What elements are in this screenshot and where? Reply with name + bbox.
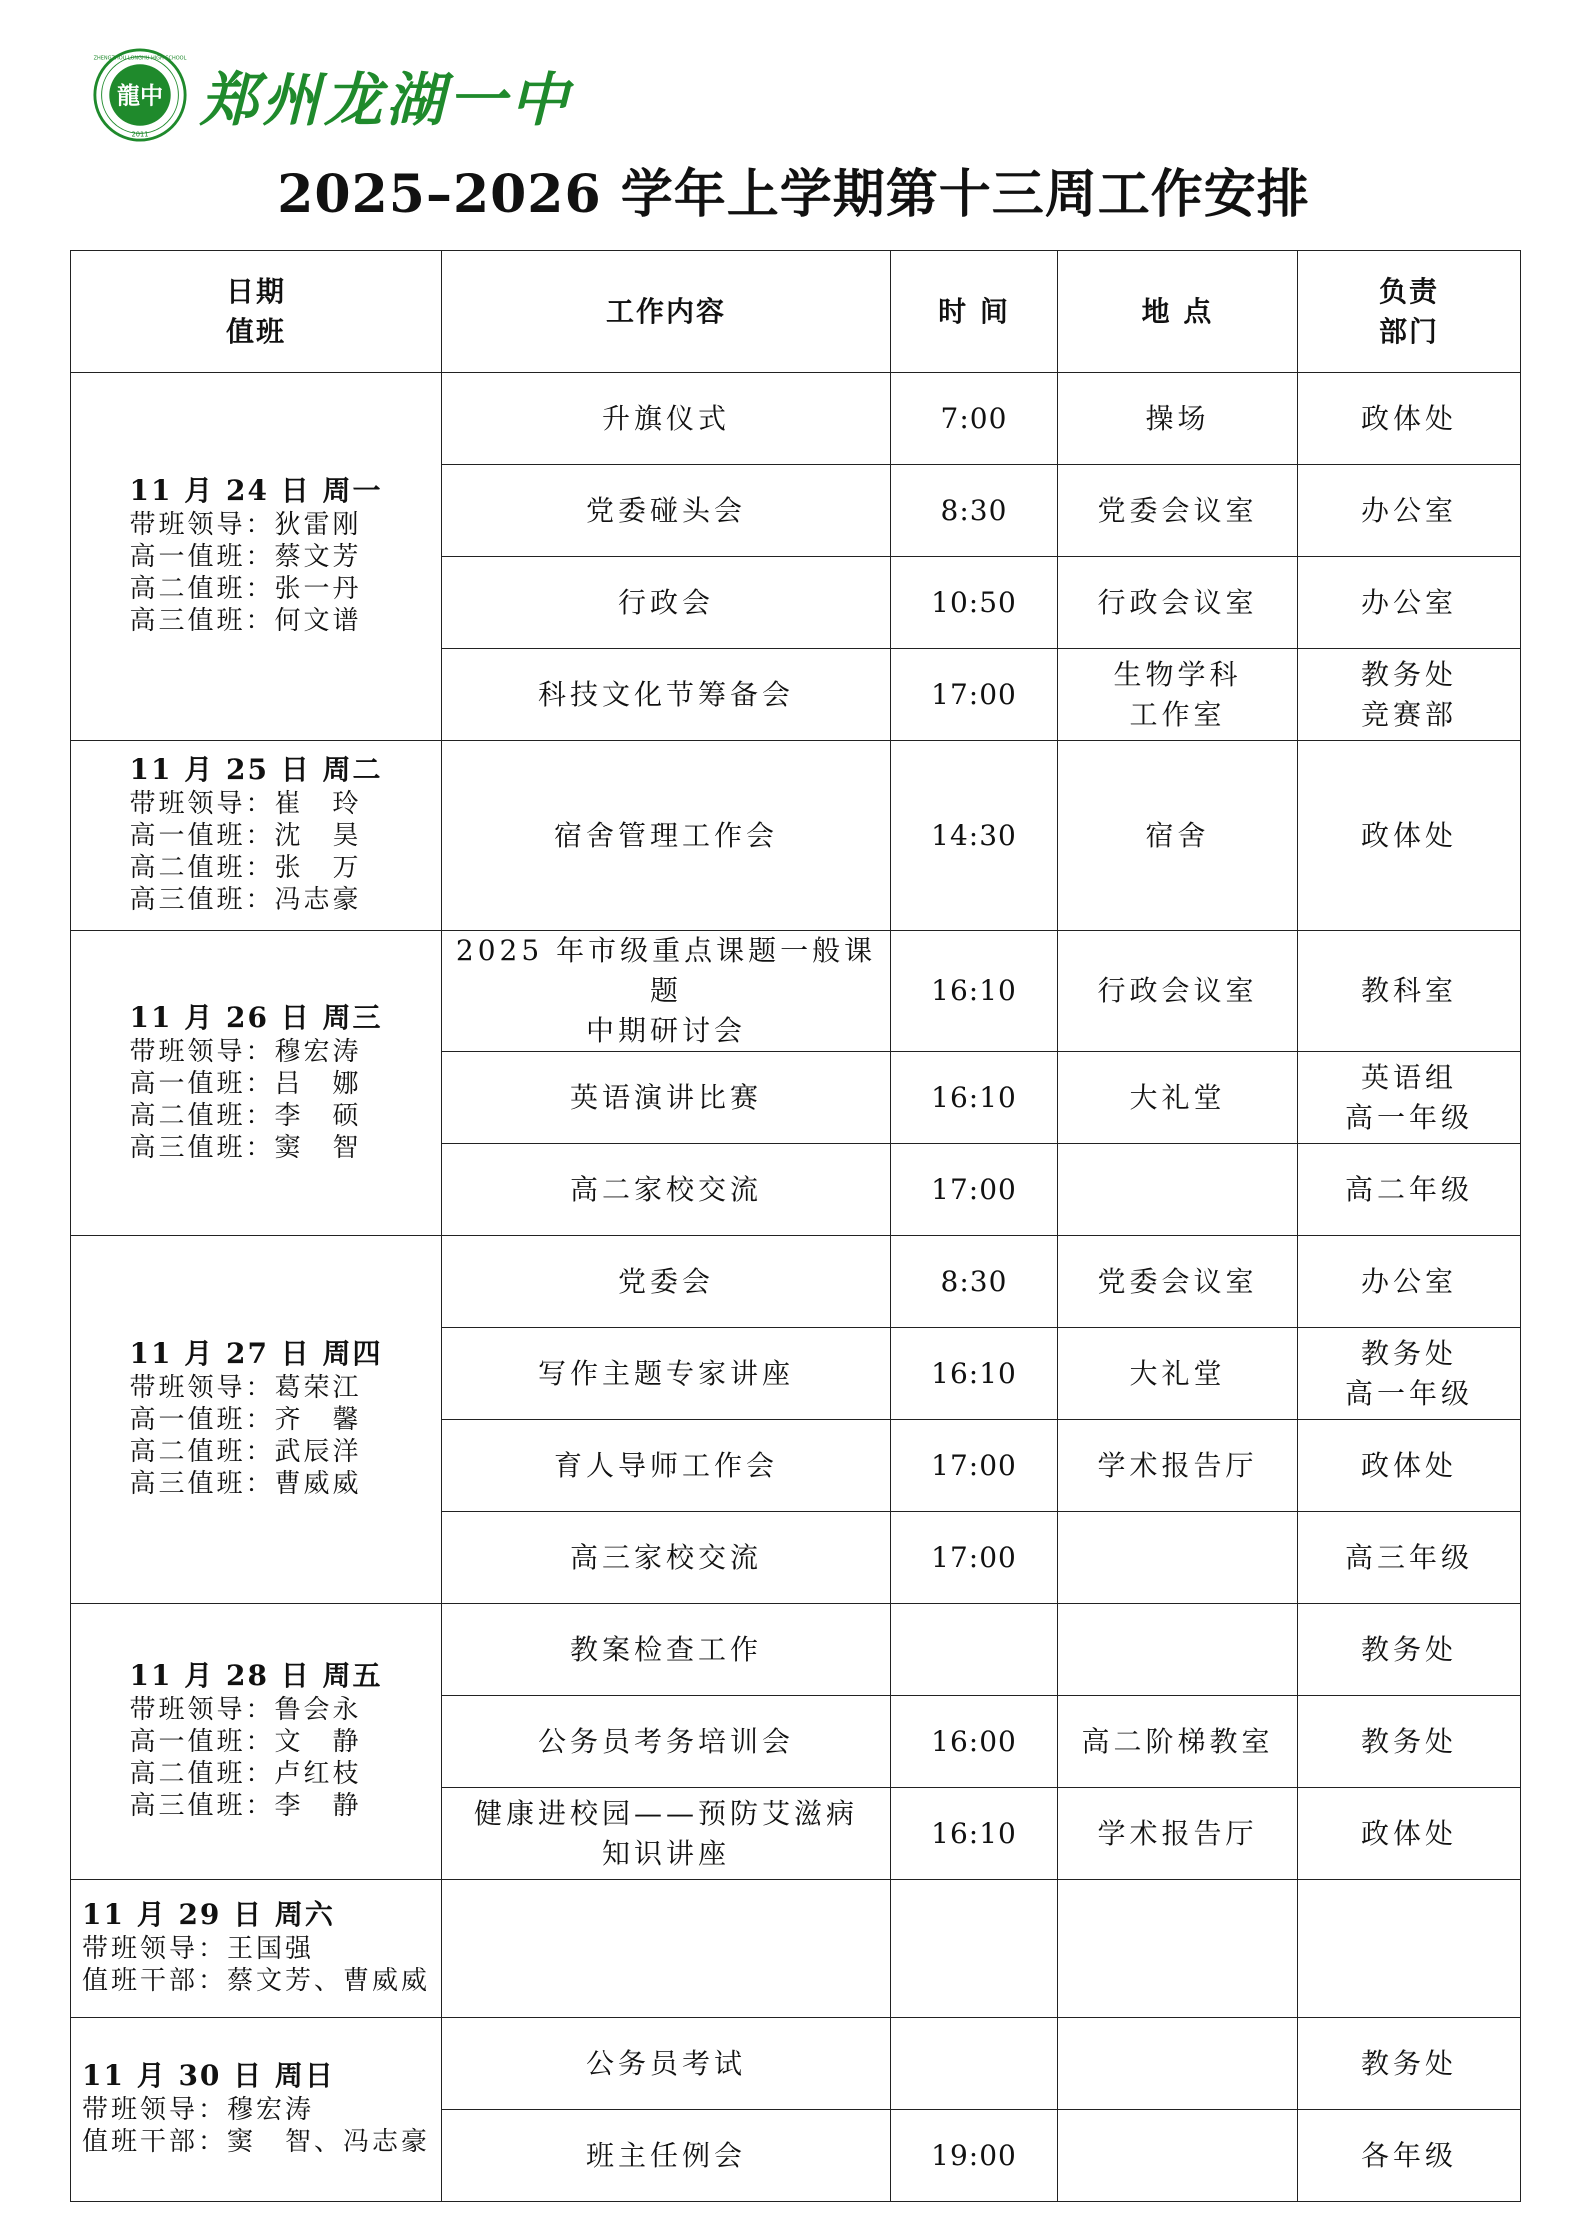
event-place — [1058, 1512, 1298, 1604]
event-place-line: 工作室 — [1129, 697, 1226, 731]
day-date: 11 月 24 日 周一 — [129, 474, 383, 507]
duty-line: 高二值班：卢红枝 — [129, 1759, 362, 1789]
header-content: 工作内容 — [442, 251, 891, 373]
day-duty-cell — [71, 1236, 442, 1604]
event-dept — [1298, 1052, 1521, 1144]
event-dept: 政体处 — [1298, 1788, 1521, 1880]
page-title: 2025–2026 学年上学期第十三周工作安排 — [277, 164, 1310, 225]
event-content-line: 健康进校园——预防艾滋病 — [473, 1796, 858, 1830]
duty-line: 值班干部：蔡文芳、曹威威 — [81, 1966, 430, 1996]
duty-line: 带班领导：葛荣江 — [129, 1373, 362, 1403]
duty-line: 带班领导：王国强 — [81, 1934, 314, 1964]
duty-line: 带班领导：狄雷刚 — [129, 510, 362, 540]
event-time — [891, 1880, 1058, 2018]
event-content — [442, 931, 891, 1052]
duty-line: 高一值班：文 静 — [129, 1727, 362, 1757]
duty-line: 带班领导：崔 玲 — [129, 789, 362, 819]
event-content: 高三家校交流 — [442, 1512, 891, 1604]
event-dept — [1298, 649, 1521, 741]
event-place: 党委会议室 — [1058, 465, 1298, 557]
seal-center-text: 龍中 — [116, 83, 164, 110]
header-date-line2: 值班 — [225, 314, 286, 348]
school-seal-icon — [92, 47, 188, 143]
header-place: 地 点 — [1058, 251, 1298, 373]
duty-line: 高三值班：何文谱 — [129, 606, 362, 636]
event-dept: 教务处 — [1298, 1696, 1521, 1788]
school-name: 郑州龙湖一中 — [200, 66, 573, 134]
event-content: 班主任例会 — [442, 2110, 891, 2202]
event-dept: 办公室 — [1298, 1236, 1521, 1328]
day-duty-cell — [71, 2018, 442, 2202]
event-content — [442, 1788, 891, 1880]
event-time: 17:00 — [891, 649, 1058, 741]
event-dept-line: 高一年级 — [1344, 1100, 1473, 1134]
event-place — [1058, 1880, 1298, 2018]
table-row — [71, 373, 1521, 465]
duty-line: 高一值班：蔡文芳 — [129, 542, 362, 572]
event-content: 教案检查工作 — [442, 1604, 891, 1696]
event-dept: 办公室 — [1298, 465, 1521, 557]
event-place: 学术报告厅 — [1058, 1788, 1298, 1880]
event-time: 16:00 — [891, 1696, 1058, 1788]
event-place: 行政会议室 — [1058, 931, 1298, 1052]
duty-line: 高三值班：冯志豪 — [129, 885, 362, 915]
duty-line: 高二值班：张 万 — [129, 853, 362, 883]
table-header-row — [71, 251, 1521, 373]
event-dept — [1298, 1880, 1521, 2018]
table-row — [71, 1880, 1521, 2018]
event-dept-line: 高一年级 — [1344, 1376, 1473, 1410]
event-time — [891, 2018, 1058, 2110]
event-time: 17:00 — [891, 1512, 1058, 1604]
table-row — [71, 1236, 1521, 1328]
event-place: 行政会议室 — [1058, 557, 1298, 649]
event-time: 16:10 — [891, 1788, 1058, 1880]
duty-line: 高三值班：李 静 — [129, 1791, 362, 1821]
schedule-table — [70, 250, 1521, 2202]
event-content-line: 中期研讨会 — [585, 1014, 746, 1047]
event-time: 14:30 — [891, 741, 1058, 931]
header-dept-line1: 负责 — [1378, 274, 1439, 308]
event-time: 16:10 — [891, 1328, 1058, 1420]
event-dept: 教务处 — [1298, 1604, 1521, 1696]
event-dept-line: 英语组 — [1360, 1060, 1457, 1094]
event-content: 升旗仪式 — [442, 373, 891, 465]
header-dept — [1298, 251, 1521, 373]
event-content — [442, 1880, 891, 2018]
event-dept: 政体处 — [1298, 1420, 1521, 1512]
day-duty-cell — [71, 741, 442, 931]
event-content: 党委会 — [442, 1236, 891, 1328]
event-place — [1058, 2018, 1298, 2110]
header-time: 时 间 — [891, 251, 1058, 373]
duty-line: 高三值班：窦 智 — [129, 1132, 362, 1163]
event-place — [1058, 649, 1298, 741]
event-place — [1058, 1604, 1298, 1696]
seal-ring-text: ZHENGZHOU LONGHU HIGH SCHOOL — [93, 55, 187, 62]
event-place — [1058, 1144, 1298, 1236]
event-dept: 政体处 — [1298, 741, 1521, 931]
event-content: 英语演讲比赛 — [442, 1052, 891, 1144]
event-dept — [1298, 1328, 1521, 1420]
event-dept-line: 教务处 — [1360, 1336, 1457, 1370]
seal-year-text: 2011 — [131, 130, 149, 139]
event-place: 大礼堂 — [1058, 1052, 1298, 1144]
event-time: 8:30 — [891, 465, 1058, 557]
event-content: 党委碰头会 — [442, 465, 891, 557]
day-duty-cell — [71, 1880, 442, 2018]
event-place: 高二阶梯教室 — [1058, 1696, 1298, 1788]
day-date: 11 月 25 日 周二 — [129, 753, 383, 786]
event-time: 8:30 — [891, 1236, 1058, 1328]
event-content: 高二家校交流 — [442, 1144, 891, 1236]
event-dept-line: 教务处 — [1360, 657, 1457, 691]
event-time: 17:00 — [891, 1144, 1058, 1236]
header-dept-line2: 部门 — [1378, 314, 1439, 348]
event-place: 大礼堂 — [1058, 1328, 1298, 1420]
day-date: 11 月 28 日 周五 — [129, 1659, 383, 1692]
day-duty-cell — [71, 373, 442, 741]
event-dept: 办公室 — [1298, 557, 1521, 649]
event-dept: 政体处 — [1298, 373, 1521, 465]
event-content: 行政会 — [442, 557, 891, 649]
duty-line: 带班领导：穆宏涛 — [129, 1036, 362, 1067]
event-place: 操场 — [1058, 373, 1298, 465]
event-place: 党委会议室 — [1058, 1236, 1298, 1328]
event-content-line: 知识讲座 — [601, 1836, 730, 1870]
day-date: 11 月 30 日 周日 — [81, 2059, 335, 2092]
event-time: 16:10 — [891, 1052, 1058, 1144]
event-content: 科技文化节筹备会 — [442, 649, 891, 741]
event-dept: 各年级 — [1298, 2110, 1521, 2202]
duty-line: 带班领导：鲁会永 — [129, 1695, 362, 1725]
day-date: 11 月 27 日 周四 — [129, 1337, 383, 1370]
header-date — [71, 251, 442, 373]
event-time — [891, 1604, 1058, 1696]
event-dept: 教科室 — [1298, 931, 1521, 1052]
event-time: 19:00 — [891, 2110, 1058, 2202]
event-time: 7:00 — [891, 373, 1058, 465]
event-dept: 教务处 — [1298, 2018, 1521, 2110]
event-content: 宿舍管理工作会 — [442, 741, 891, 931]
school-logo — [92, 46, 572, 144]
header-date-line1: 日期 — [225, 274, 286, 308]
event-content: 育人导师工作会 — [442, 1420, 891, 1512]
event-dept: 高三年级 — [1298, 1512, 1521, 1604]
duty-line: 值班干部：窦 智、冯志豪 — [81, 2127, 430, 2157]
event-time: 16:10 — [891, 931, 1058, 1052]
day-date: 11 月 26 日 周三 — [129, 1000, 383, 1034]
event-content: 公务员考务培训会 — [442, 1696, 891, 1788]
duty-line: 带班领导：穆宏涛 — [81, 2095, 314, 2125]
table-row — [71, 931, 1521, 1052]
event-content: 公务员考试 — [442, 2018, 891, 2110]
event-place-line: 生物学科 — [1113, 657, 1242, 691]
duty-line: 高二值班：李 硕 — [129, 1100, 362, 1131]
table-row — [71, 741, 1521, 931]
duty-line: 高一值班：齐 馨 — [129, 1405, 362, 1435]
event-place: 宿舍 — [1058, 741, 1298, 931]
event-place: 学术报告厅 — [1058, 1420, 1298, 1512]
day-duty-cell — [71, 931, 442, 1236]
event-time: 10:50 — [891, 557, 1058, 649]
duty-line: 高二值班：武辰洋 — [129, 1437, 362, 1467]
event-place — [1058, 2110, 1298, 2202]
duty-line: 高一值班：吕 娜 — [129, 1068, 362, 1099]
duty-line: 高三值班：曹威威 — [129, 1469, 362, 1499]
event-dept: 高二年级 — [1298, 1144, 1521, 1236]
table-row — [71, 1604, 1521, 1696]
day-duty-cell — [71, 1604, 442, 1880]
table-row — [71, 2018, 1521, 2110]
duty-line: 高二值班：张一丹 — [129, 574, 362, 604]
event-time: 17:00 — [891, 1420, 1058, 1512]
duty-line: 高一值班：沈 昊 — [129, 821, 362, 851]
event-dept-line: 竞赛部 — [1360, 697, 1457, 731]
event-content-line: 2025 年市级重点课题一般课题 — [455, 934, 877, 1007]
event-content: 写作主题专家讲座 — [442, 1328, 891, 1420]
schedule-body — [71, 373, 1521, 2202]
day-date: 11 月 29 日 周六 — [81, 1898, 335, 1931]
